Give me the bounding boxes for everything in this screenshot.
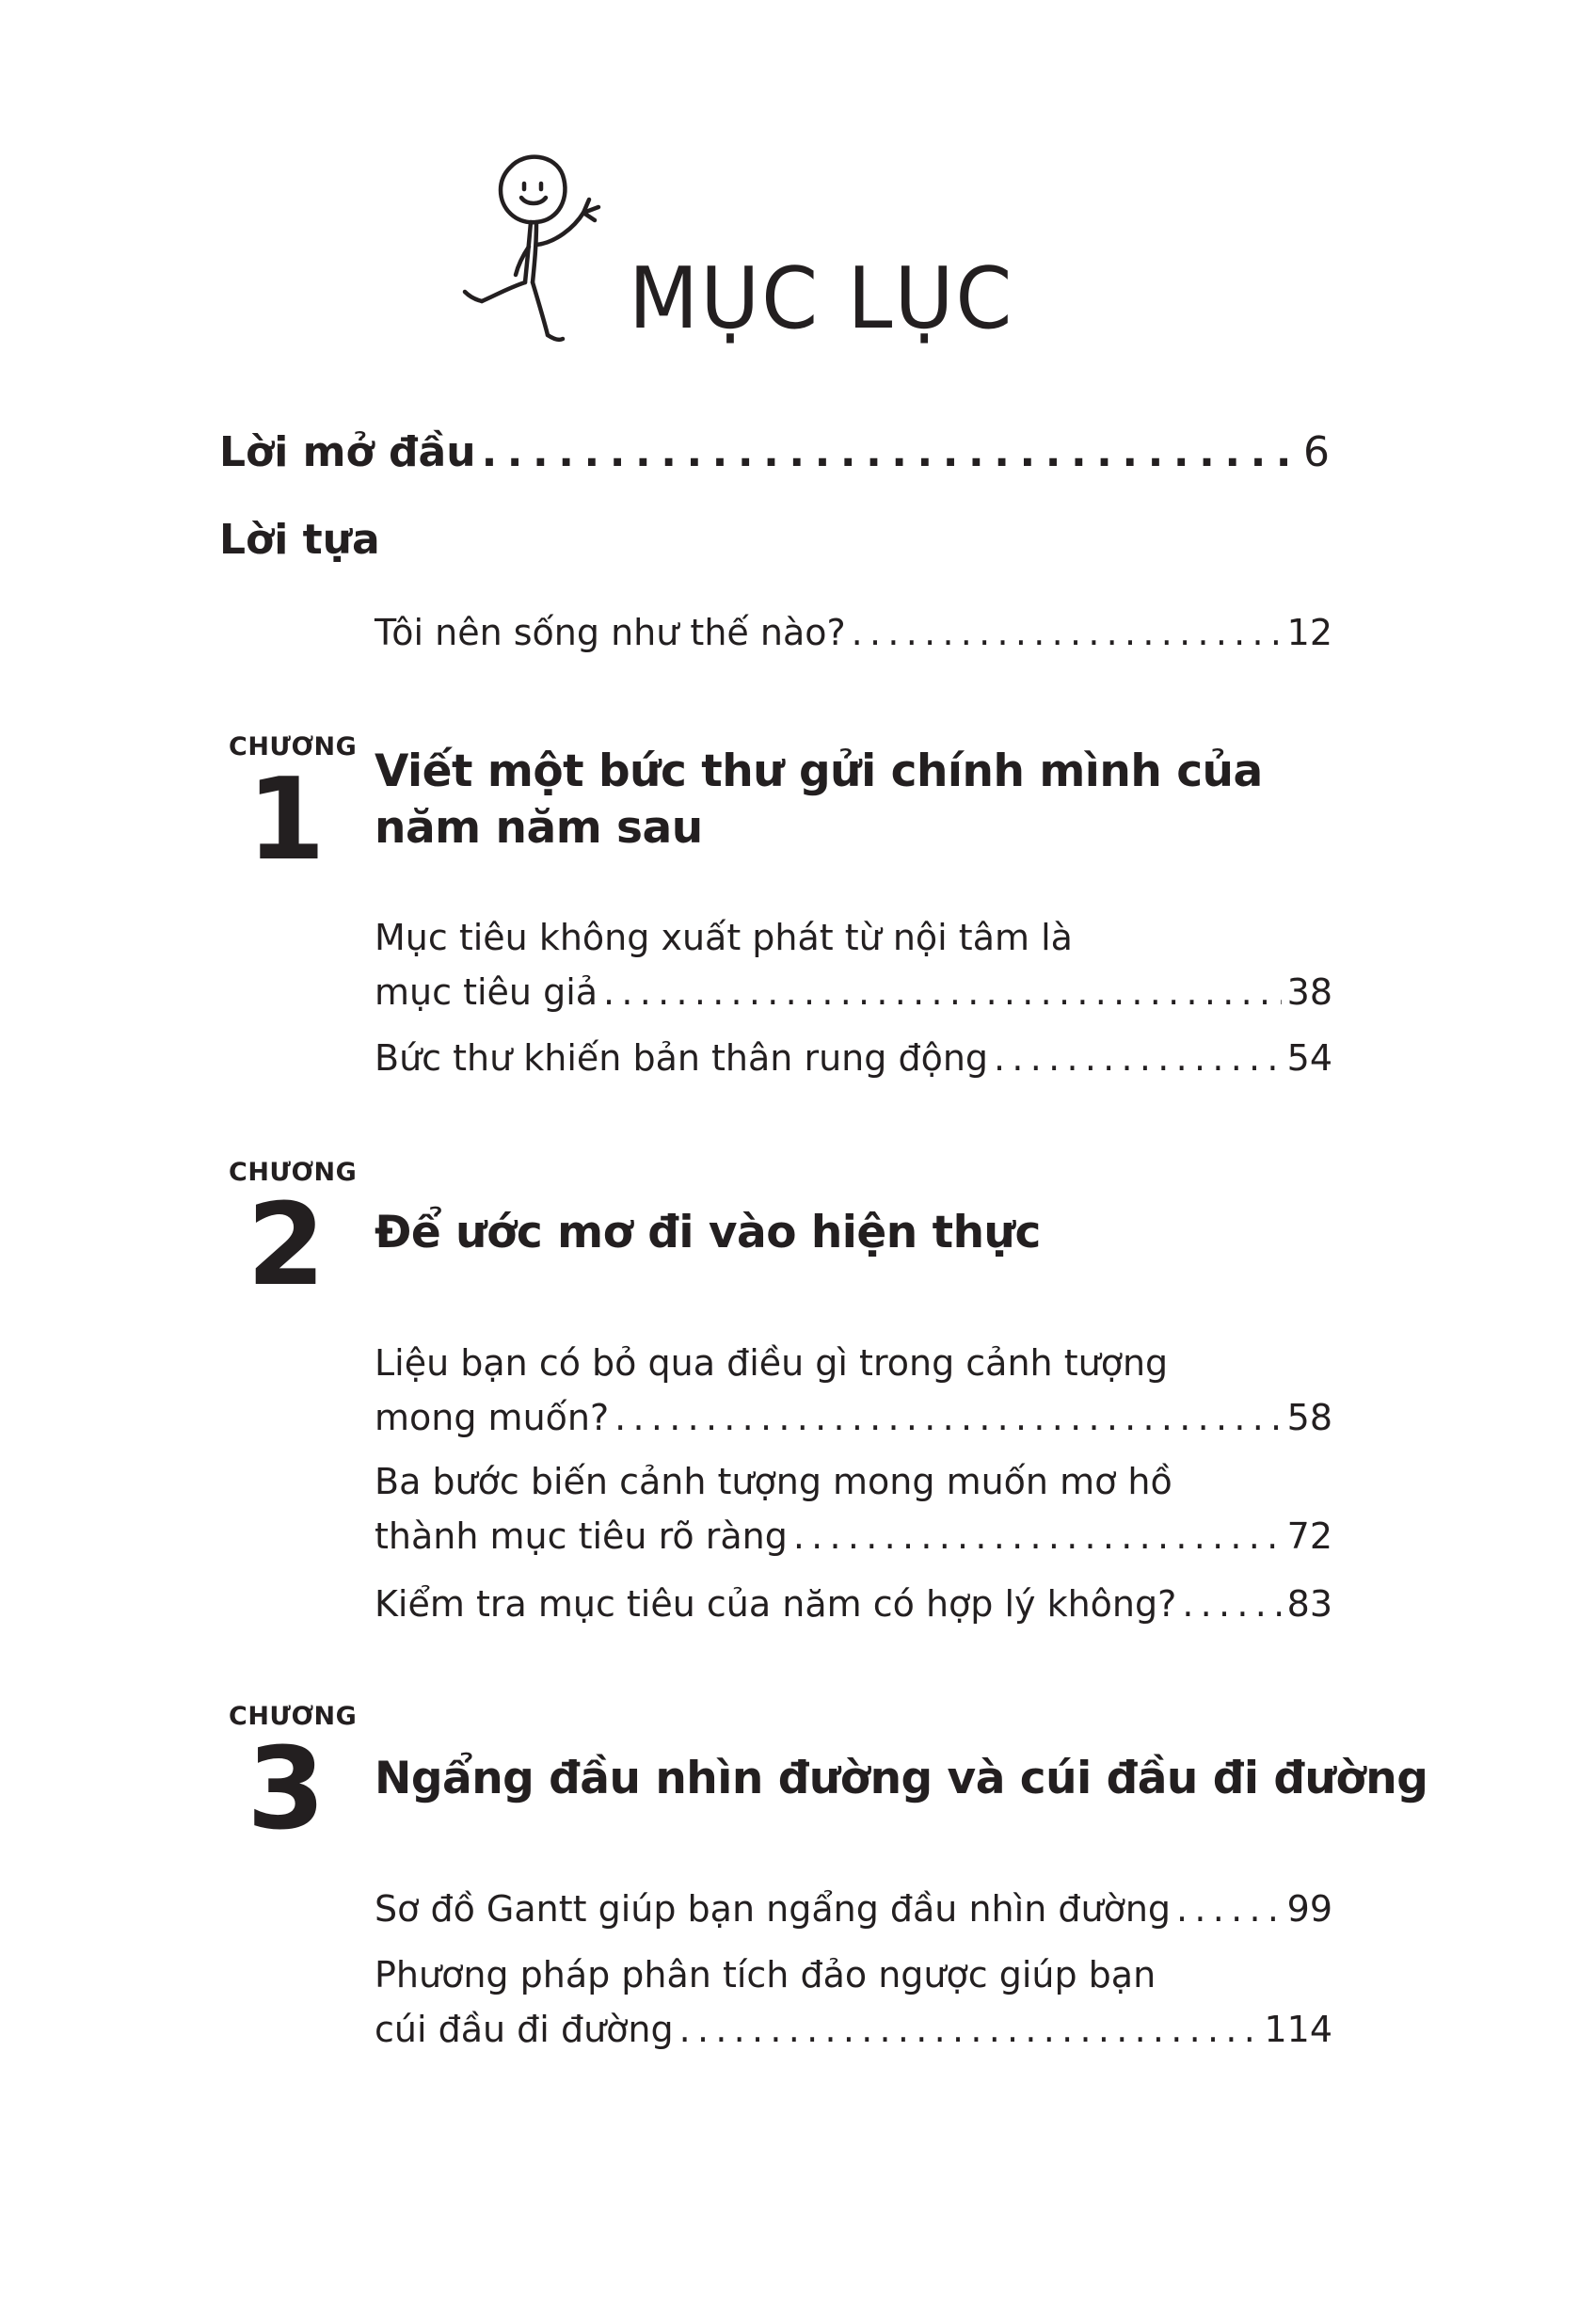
chapter-number: 2 (247, 1180, 326, 1311)
toc-entry-foreword: Lời tựa (219, 516, 380, 564)
chapter-title (375, 1751, 1427, 1807)
toc-title: MỤC LỤC (629, 249, 1014, 348)
chapter-title-line: Viết một bức thư gửi chính mình của (375, 745, 1263, 797)
toc-entry[interactable] (375, 1515, 1332, 1557)
toc-entry-page: 38 (1286, 971, 1332, 1013)
toc-entry-preface[interactable] (219, 428, 1330, 476)
chapter-title-line: năm năm sau (375, 802, 703, 854)
toc-entry-label: mong muốn? (375, 1397, 610, 1438)
toc-entry-line: Mục tiêu không xuất phát từ nội tâm là (375, 917, 1073, 958)
toc-entry-page: 99 (1286, 1888, 1332, 1930)
chapter-title-line: Ngẩng đầu nhìn đường và cúi đầu đi đường (375, 1753, 1428, 1804)
toc-entry[interactable] (375, 612, 1332, 653)
toc-entry-page: 83 (1286, 1583, 1332, 1625)
toc-entry-label: thành mục tiêu rõ ràng (375, 1515, 788, 1557)
toc-entry-page: 6 (1303, 428, 1330, 476)
toc-entry-page: 54 (1286, 1037, 1332, 1079)
toc-entry[interactable] (375, 1397, 1332, 1438)
dot-leader (994, 1037, 1282, 1079)
toc-entry-label: Lời mở đầu (219, 428, 476, 476)
toc-entry[interactable] (375, 971, 1332, 1013)
chapter-number: 1 (247, 755, 326, 886)
chapter-label: CHƯƠNG (229, 1702, 358, 1731)
chapter-title (375, 744, 1263, 857)
toc-entry-label: Tôi nên sống như thế nào? (375, 612, 846, 653)
toc-entry[interactable] (375, 2009, 1332, 2050)
dot-leader (793, 1515, 1282, 1557)
dot-leader (603, 971, 1282, 1013)
toc-entry-label: Kiểm tra mục tiêu của năm có hợp lý không? (375, 1583, 1177, 1625)
dot-leader (679, 2009, 1259, 2050)
chapter-number: 3 (247, 1724, 326, 1855)
toc-entry-line: Ba bước biến cảnh tượng mong muốn mơ hồ (375, 1461, 1172, 1502)
chapter-label: CHƯƠNG (229, 1158, 358, 1187)
toc-entry-page: 114 (1264, 2009, 1332, 2050)
dot-leader (852, 612, 1282, 653)
toc-entry-page: 72 (1286, 1515, 1332, 1557)
chapter-title-line: Để ước mơ đi vào hiện thực (375, 1207, 1041, 1258)
toc-entry-page: 58 (1286, 1397, 1332, 1438)
toc-entry-page: 12 (1286, 612, 1332, 653)
toc-entry-label: mục tiêu giả (375, 971, 598, 1013)
chapter-title (375, 1205, 1041, 1261)
dot-leader (614, 1397, 1281, 1438)
dot-leader (482, 428, 1298, 476)
stick-figure-illustration (442, 141, 659, 358)
dot-leader (1182, 1583, 1281, 1625)
toc-entry-line: Phương pháp phân tích đảo ngược giúp bạn (375, 1954, 1156, 1995)
toc-entry-line: Liệu bạn có bỏ qua điều gì trong cảnh tượng (375, 1342, 1169, 1384)
dot-leader (1176, 1888, 1282, 1930)
toc-entry-label: Bức thư khiến bản thân rung động (375, 1037, 989, 1079)
toc-entry[interactable] (375, 1888, 1332, 1930)
toc-entry-label: cúi đầu đi đường (375, 2009, 674, 2050)
toc-entry-label: Sơ đồ Gantt giúp bạn ngẩng đầu nhìn đường (375, 1888, 1172, 1930)
chapter-label: CHƯƠNG (229, 732, 358, 761)
toc-entry[interactable] (375, 1037, 1332, 1079)
toc-entry[interactable] (375, 1583, 1332, 1625)
